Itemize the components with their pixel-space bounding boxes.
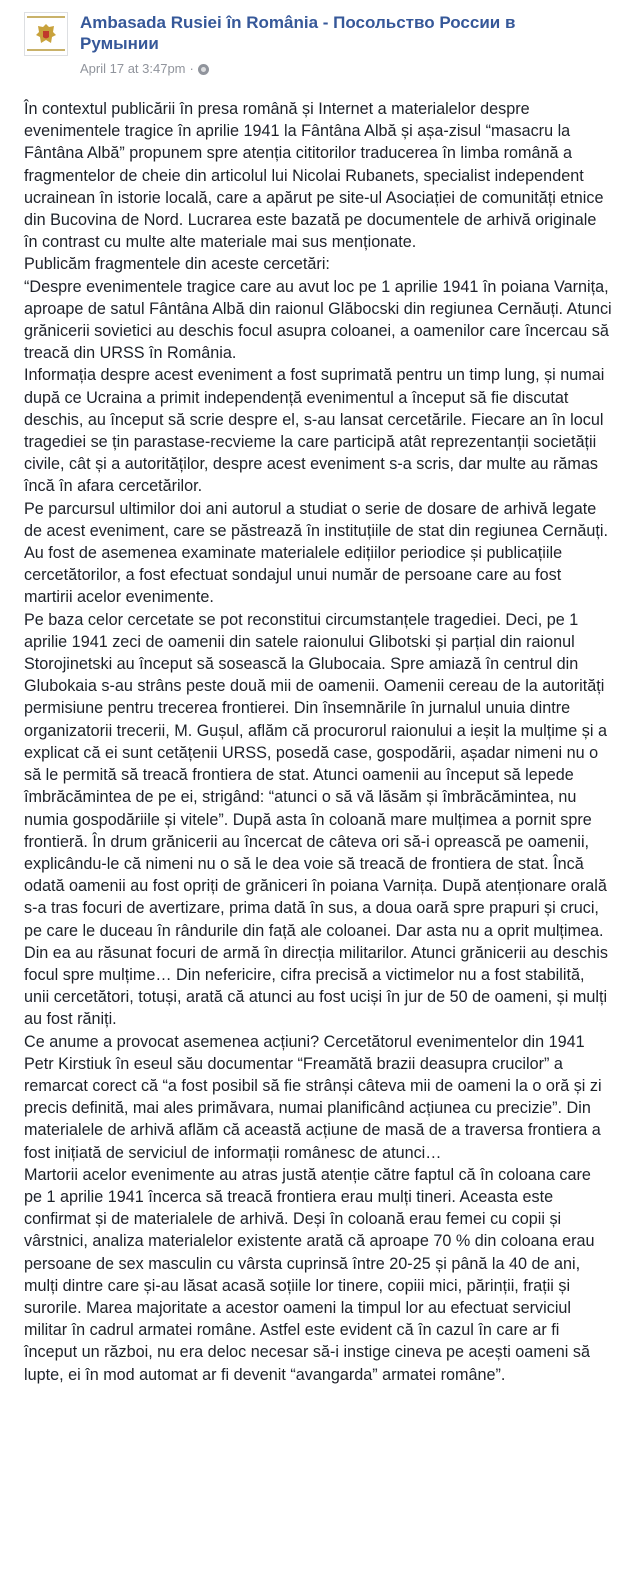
post-timestamp[interactable]: April 17 at 3:47pm: [80, 61, 186, 76]
post-paragraph: Informația despre acest eveniment a fost suprimată pentru un timp lung, și numai după ce Ucraina a primit independență evenimentul a început să fie discutat deschis, au început să scrie despre el, s-au lansat cercetările. Fiecare an în locul tragediei se țin parastase-recvieme la care participă atât reprezentanții societății civile, cât și a autorităților, despre acest eveniment s-a scris, dar multe au rămas încă în afara cercetărilor.: [24, 366, 605, 496]
post-paragraph: În contextul publicării în presa română și Internet a materialelor despre evenimentele tragice în aprilie 1941 la Fântâna Albă și așa-zisul “masacru la Fântâna Albă” propunem spre atenția cititorilor traducerea în limba română a fragmentelor de cheie din articolul lui Nicolai Rubanets, specialist independent ucrainean în istorie locală, care a apărut pe site-ul Asociației de comunități etnice din Bucovina de Nord. Lucrarea este bazată pe documentele de arhivă originale în contrast cu multe alte materiale mai sus menționate.: [24, 100, 604, 252]
post-paragraph: Publicăm fragmentele din aceste cercetări:: [24, 255, 330, 274]
post-meta: [80, 61, 209, 77]
post-paragraph: “Despre evenimentele tragice care au avut loc pe 1 aprilie 1941 în poiana Varnița, aproape de satul Fântâna Albă din raionul Glăbocski din regiunea Cernăuți. Atunci grănicerii sovietici au deschis focul asupra coloanei, a oamenilor care încercau să treacă din URSS în România.: [24, 277, 612, 363]
post-body: [24, 98, 612, 1386]
page-name-link[interactable]: Ambasada Rusiei în România - Посольство России в Румынии: [80, 13, 516, 53]
post-paragraph: Pe baza celor cercetate se pot reconstitui circumstanțele tragediei. Deci, pe 1 aprilie 1941 zeci de oamenii din satele raionului Glibotski și parțial din raionul Storojinetski au început să sosească la Glubocaia. Spre amiază în centrul din Glubokaia s-au strâns peste două mii de oamenii. Oamenii cereau de la autorități permisiune pentru trecerea frontierei. Din însemnările în jurnalul unuia dintre organizatorii trecerii, M. Gușul, aflăm că procurorul raionului a ieșit la mulțime și a explicat că ei sunt cetățenii URSS, posedă case, gospodării, așadar nimeni nu o să le permită să treacă frontiera de stat. Atunci oamenii au început să lepede îmbrăcămintea de pe ei, strigând: “atunci o să vă lăsăm și îmbrăcămintea, nu numia gospodăriile și vitele”. După asta în coloană mare mulțimea a pornit spre frontieră. În drum grănicerii au încercat de câteva ori să-i oprească pe oamenii, explicându-le că nimeni nu o să le dea voie să treacă de frontiera de stat. Încă odată oamenii au fost opriți de grăniceri în poiana Varnița. După atenționare orală s-a tras focuri de avertizare, prima dată în sus, a doua oară spre prapuri și cruci, pe care le duceau în rândurile din față ale coloanei. Dar asta nu a oprit mulțimea. Din ea au răsunat focuri de armă în direcția militarilor. Atunci grănicerii au deschis focul spre mulțime… Din nefericire, cifra precisă a victimelor nu a fost stabilită, unii cercetători, totuși, arată că atunci au fost uciși în jur de 50 de oameni, și mulți au fost răniți.: [24, 610, 608, 1029]
avatar-caption-line: [27, 49, 65, 51]
page-avatar[interactable]: [24, 12, 68, 56]
post-paragraph: Martorii acelor evenimente au atras justă atenție către faptul că în coloana care pe 1 aprilie 1941 încerca să treacă frontiera erau mulți tineri. Aceasta este confirmat și de materialele de arhivă. Deși în coloană erau femei cu copii și vârstnici, analiza materialelor existente arată că aproape 70 % din coloana erau persoane de sex masculin cu vârsta cuprinsă între 20-25 și până la 40 de ani, mulți dintre care și-au lăsat acasă soțiile lor tinere, copiii mici, părinții, frații și surorile. Marea majoritate a acestor oameni la timpul lor au efectuat serviciul militar în cadrul armatei române. Astfel este evident că în cazul în care ar fi început un război, nu era deloc necesar să-i instige cineva pe acești oameni să lupte, ei în mod automat ar fi devenit “avangarda” armatei române”.: [24, 1165, 595, 1384]
globe-icon[interactable]: [198, 64, 209, 75]
meta-separator: ·: [189, 61, 194, 76]
post-header: [24, 12, 614, 82]
post-paragraph: Pe parcursul ultimilor doi ani autorul a studiat o serie de dosare de arhivă legate de acest eveniment, care se păstrează în instituțiile de stat din regiunea Cernăuți. Au fost de asemenea examinate materialele edițiilor periodice și publicațiile cercetătorilor, a fost efectuat sondajul unui număr de persoane care au fost martirii acelor evenimente.: [24, 499, 608, 607]
avatar-caption-line: [27, 16, 65, 18]
coat-of-arms-icon: [35, 22, 57, 46]
post-paragraph: Ce anume a provocat asemenea acțiuni? Cercetătorul evenimentelor din 1941 Petr Kirstiuk în eseul său documentar “Freamătă brazii deasupra crucilor” a remarcat corect că “a fost posibil să fie strânși câteva mii de oameni la o oră și zi precis definită, mai ales primăvara, numai planificând acțiunea cu precizie”. Din materialele de arhivă aflăm că această acțiune de masă de a traversa frontiera a fost inițiată de serviciul de informații românesc de atunci…: [24, 1032, 602, 1162]
